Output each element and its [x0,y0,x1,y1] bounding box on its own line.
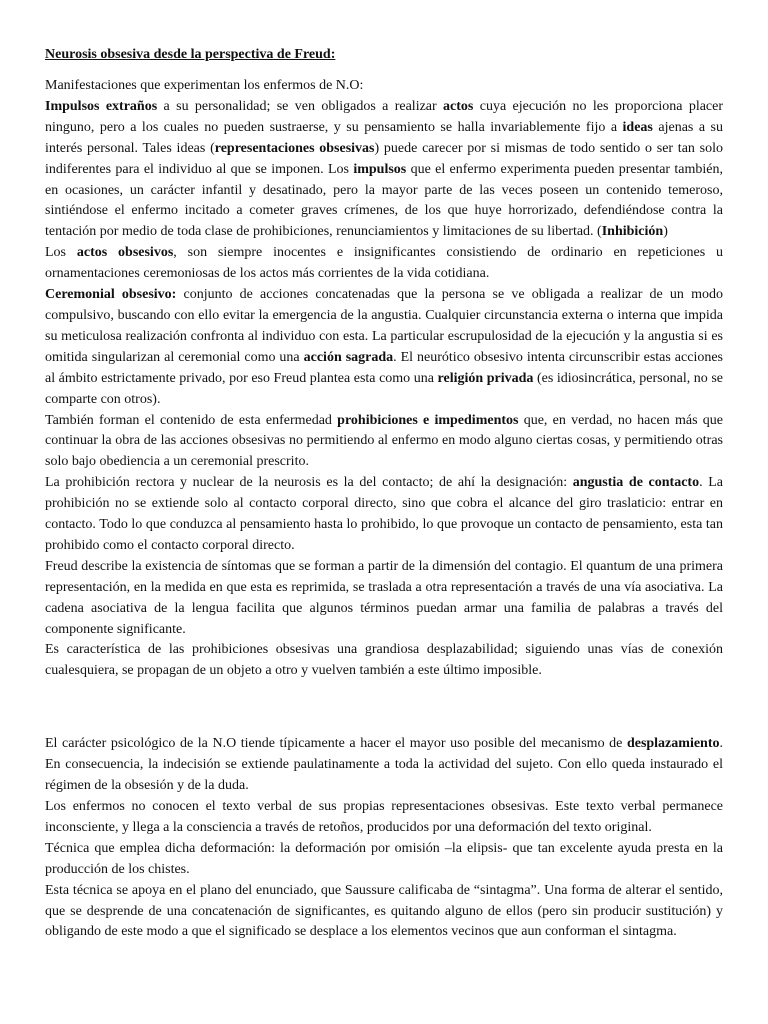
text-run: cuya ejecución no les proporciona placer ninguno, pero a los cuales no pueden sustraerse, y su pensamiento se halla invariablemente fijo a [45,98,724,135]
paragraph [45,557,723,641]
paragraph [45,473,723,557]
text-run: Es característica de las prohibiciones obsesivas una grandiosa desplazabilidad; siguiendo unas vías de conexión cualesquiera, se propagan de un objeto a otro y vuelven también a este último imposible. [45,642,723,679]
bold-term: acción sagrada [303,349,394,365]
bold-term: actos obsesivos [76,245,174,261]
bold-term: Ceremonial obsesivo: [45,287,177,303]
text-run: Manifestaciones que experimentan los enfermos de N.O: [45,78,364,93]
bold-term: ideas [622,119,653,135]
text-run: Los [45,245,77,261]
bold-term: religión privada [437,370,534,386]
bold-term: Inhibición [601,224,664,240]
text-run: Freud describe la existencia de síntomas que se forman a partir de la dimensión del contagio. El quantum de una primera representación, en la medida en que esta es reprimida, se traslada a otra representación a través de una vía asociativa. La cadena asociativa de la lengua facilita que algunos términos puedan armar una familia de palabras a través del componente significante. [45,558,723,637]
text-run: El carácter psicológico de la N.O tiende típicamente a hacer el mayor uso posible del mecanismo de [45,736,627,752]
text-run: , son siempre inocentes e insignificantes consistiendo de ordinario en repeticiones u ornamentaciones ceremoniosas de los actos más corrientes de la vida cotidiana. [45,245,724,282]
bold-term: Impulsos extraños [45,98,158,114]
text-run: (es idiosincrática, personal, no se comparte con otros). [45,370,724,407]
bold-term: representaciones obsesivas [214,140,375,156]
text-run: . La prohibición no se extiende solo al contacto corporal directo, sino que cobra el alcance del giro traslaticio: entrar en contacto. Todo lo que conduzca al pensamiento hasta lo prohibido, lo que provoque un contacto de pensamiento, esta tan prohibido como el contacto corporal directo. [45,475,724,553]
document-title: Neurosis obsesiva desde la perspectiva de Freud: [45,47,336,62]
paragraph [45,76,723,97]
text-run: Los enfermos no conocen el texto verbal de sus propias representaciones obsesivas. Este texto verbal permanece inconsciente, y llega a la consciencia a través de retoños, producidos por una deformación del texto original. [45,799,723,835]
text-run: a su personalidad; se ven obligados a realizar [157,98,444,114]
paragraph-spacer [45,698,723,718]
text-run: Técnica que emplea dicha deformación: la deformación por omisión –la elipsis- que tan excelente ayuda presta en la producción de los chistes. [45,840,723,877]
paragraph [45,640,723,682]
paragraph [45,411,723,474]
text-run: conjunto de acciones concatenadas que la persona se ve obligada a realizar de un modo compulsivo, buscando con ello evitar la emergencia de la angustia. Cualquier circunstancia externa o interna que impida su meticulosa realización confronta al individuo con esta. La particular escrupulosidad de la ejecución y la angustia si es omitida singularizan al ceremonial como una [45,287,723,365]
paragraph [45,734,723,797]
bold-term: impulsos [353,161,407,177]
bold-term: actos [443,98,474,114]
text-run: La prohibición rectora y nuclear de la neurosis es la del contacto; de ahí la designación: [45,475,573,491]
text-run: . En consecuencia, la indecisión se extiende paulatinamente a toda la actividad del sujeto. Con ello queda instaurado el régimen de la obsesión y de la duda. [45,736,723,794]
paragraph [45,881,723,944]
text-run: ajenas a su interés personal. Tales ideas ( [45,119,723,156]
document-body [45,76,723,943]
bold-term: angustia de contacto [572,475,700,491]
bold-term: prohibiciones e impedimentos [337,412,519,428]
paragraph [45,97,723,243]
text-run: También forman el contenido de esta enfermedad [45,412,338,428]
text-run: ) [663,224,668,240]
text-run: que el enfermo experimenta pueden presentar también, en ocasiones, un carácter infantil y desatinado, pero la mayor parte de las veces poseen un contenido temeroso, sintiéndose el enfermo incitado a cometer graves crímenes, de los que huye horrorizado, defendiéndose contra la tentación por medio de toda clase de prohibiciones, renunciamientos y limitaciones de su libertad. ( [45,161,723,240]
paragraph [45,839,723,881]
text-run: que, en verdad, no hacen más que continuar la obra de las acciones obsesivas no permitiendo al enfermo en modo alguno ciertas cosas, y permitiendo otras solo bajo obediencia a un ceremonial prescrito. [45,412,723,470]
text-run: ) puede carecer por si mismas de todo sentido o ser tan solo indiferentes para el individuo al que se imponen. Los [45,140,723,177]
paragraph [45,797,723,839]
paragraph [45,243,723,285]
text-run: Esta técnica se apoya en el plano del enunciado, que Saussure calificaba de “sintagma”. Una forma de alterar el sentido, que se desprende de una concatenación de significantes, es quitando alguno de ellos (pero sin producir sustitución) y obligando de este modo a que el significado se desplace a los elementos vecinos que aun conforman el sintagma. [45,882,723,940]
text-run: . El neurótico obsesivo intenta circunscribir estas acciones al ámbito estrictamente privado, por eso Freud plantea esta como una [45,349,723,386]
paragraph [45,285,723,410]
bold-term: desplazamiento [626,736,720,752]
